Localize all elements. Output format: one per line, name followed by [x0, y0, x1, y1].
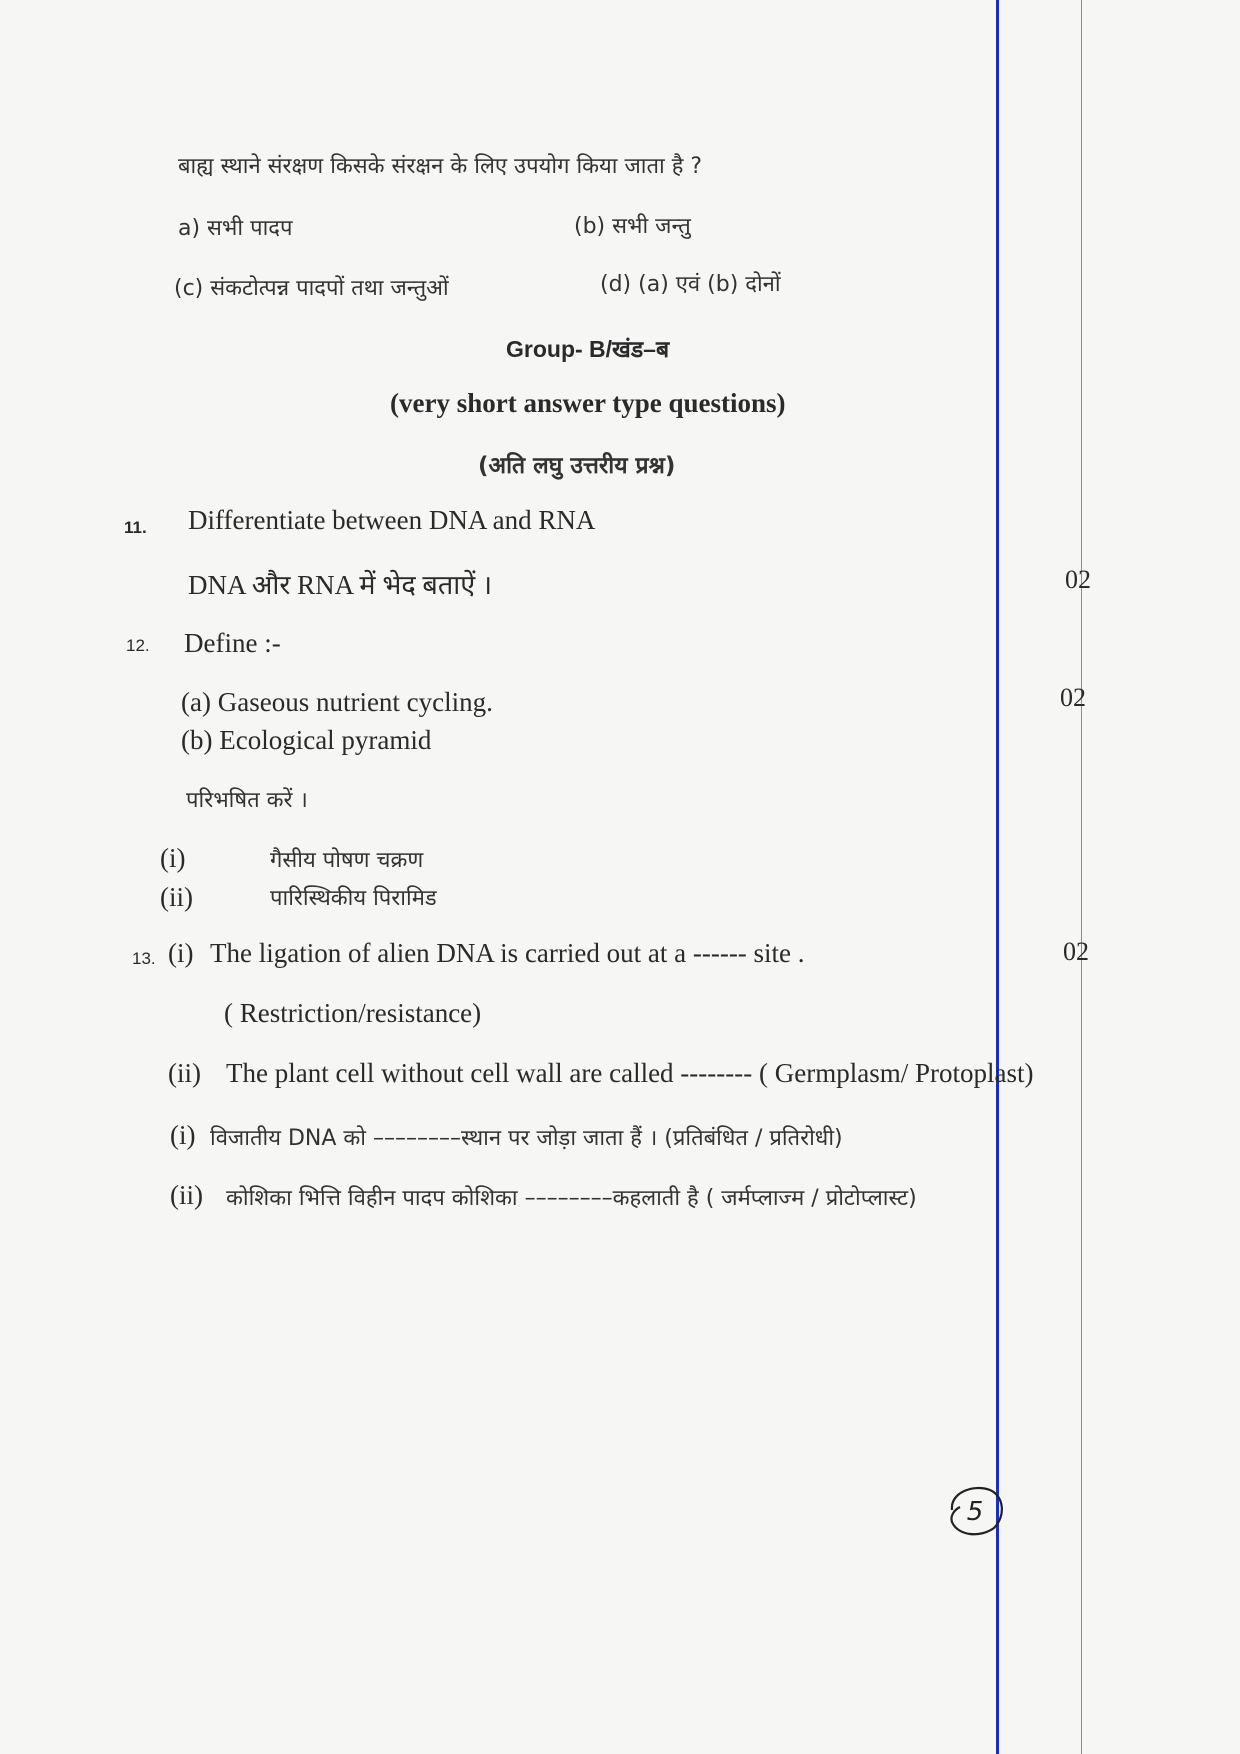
q12-hi-ii-text: पारिस्थिकीय पिरामिड — [270, 886, 437, 911]
q13-marks: 02 — [1063, 937, 1089, 966]
group-b-subtitle-en: (very short answer type questions) — [390, 388, 786, 418]
q11-marks: 02 — [1065, 565, 1091, 594]
q12-hi-ii-num: (ii) — [160, 882, 193, 912]
q12-marks: 02 — [1060, 683, 1086, 712]
q13-hi-i-num: (i) — [170, 1120, 196, 1150]
q11-number: 11. — [124, 518, 147, 537]
q10-option-c: (c) संकटोत्पन्न पादपों तथा जन्तुओं — [174, 276, 449, 301]
q12-number: 12. — [126, 636, 150, 655]
q10-option-d: (d) (a) एवं (b) दोनों — [600, 272, 781, 297]
q10-option-a: a) सभी पादप — [178, 216, 293, 241]
q13-part-ii-num: (ii) — [168, 1058, 201, 1088]
q12-hi-i-text: गैसीय पोषण चक्रण — [270, 848, 424, 873]
group-b-subtitle-hi: (अति लघु उत्तरीय प्रश्न) — [478, 453, 676, 479]
q13-number: 13. — [132, 949, 156, 968]
q13-hi-ii: कोशिका भित्ति विहीन पादप कोशिका ––––––––कहलाती है ( जर्मप्लाज्म / प्रोटोप्लास्ट) — [226, 1186, 917, 1211]
page-number-circle — [940, 1480, 1010, 1542]
q12-hi-i-num: (i) — [160, 843, 186, 873]
q13-part-i-num: (i) — [168, 938, 194, 968]
page-number: 5 — [966, 1497, 984, 1527]
q12-text-en: Define :- — [184, 628, 281, 658]
q11-text-en: Differentiate between DNA and RNA — [188, 505, 596, 535]
q12-text-hi: परिभषित करें । — [186, 788, 308, 813]
q13-hi-i: विजातीय DNA को ––––––––स्थान पर जोड़ा जाता हैं । (प्रतिबंधित / प्रतिरोधी) — [210, 1126, 843, 1151]
q10-option-b: (b) सभी जन्तु — [574, 214, 691, 239]
q13-part-ii: The plant cell without cell wall are called -------- ( Germplasm/ Protoplast) — [226, 1058, 1034, 1088]
q12-part-b: (b) Ecological pyramid — [181, 725, 432, 755]
q13-hi-ii-num: (ii) — [170, 1180, 203, 1210]
q11-text-hi: DNA और RNA में भेद बताऐं । — [188, 570, 493, 600]
gray-margin-line — [1081, 0, 1082, 1754]
q13-part-i-options: ( Restriction/resistance) — [224, 998, 482, 1028]
q13-part-i: The ligation of alien DNA is carried out at a ------ site . — [210, 938, 805, 968]
q12-part-a: (a) Gaseous nutrient cycling. — [181, 687, 493, 717]
q10-question: बाह्य स्थाने संरक्षण किसके संरक्षन के लिए उपयोग किया जाता है ? — [178, 154, 703, 179]
group-b-title: Group- B/खंड–ब — [506, 336, 670, 362]
